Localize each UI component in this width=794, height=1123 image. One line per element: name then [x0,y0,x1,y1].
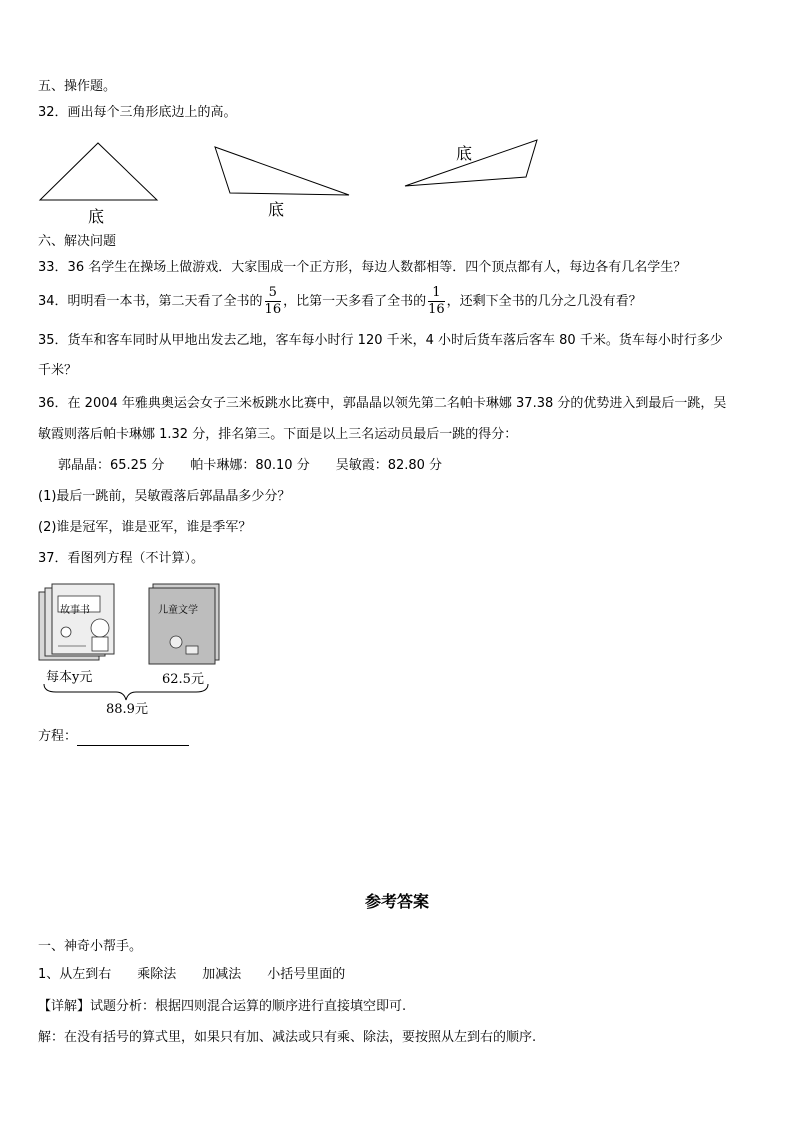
question-35-line-1: 35．货车和客车同时从甲地出发去乙地，客车每小时行 120 千米，4 小时后货车落后客车 80 千米。货车每小时行多少 [38,333,723,348]
base-label-2: 底 [268,200,285,219]
total-price-label: 88.9元 [106,702,148,717]
fraction-5-16 [265,285,282,318]
childrens-literature-title: 儿童文学 [158,605,198,616]
story-book-title: 故事书 [60,605,90,616]
triangles-figure [0,130,794,230]
q34-part2: ，比第一天多看了全书的 [283,294,427,309]
question-37: 37．看图列方程（不计算）。 [38,551,205,566]
answers-title: 参考答案 [364,892,429,911]
answer-1: 1、从左到右 乘除法 加减法 小括号里面的 [38,967,346,982]
answers-section-1: 一、神奇小帮手。 [38,939,143,954]
base-label-3: 底 [456,144,473,163]
question-36-line-2: 敏霞则落后帕卡琳娜 1.32 分，排名第三。下面是以上三名运动员最后一跳的得分： [38,427,518,442]
child-face-icon [91,619,109,637]
question-36-line-1: 36．在 2004 年雅典奥运会女子三米板跳水比赛中，郭晶晶以领先第二名帕卡琳娜 37.38 分的优势进入到最后一跳，吴 [38,396,727,411]
question-34 [38,285,642,318]
question-36-sub-1: (1)最后一跳前，吴敏霞落后郭晶晶多少分？ [38,489,291,504]
triangle-2 [215,147,349,195]
question-32: 32．画出每个三角形底边上的高。 [38,105,237,120]
question-33: 33．36 名学生在操场上做游戏．大家围成一个正方形，每边人数都相等．四个顶点都有人，每边各有几名学生？ [38,260,687,275]
fraction-denominator: 16 [264,302,282,317]
equation-line [38,728,189,746]
price-book2-label: 62.5元 [162,672,204,687]
answer-solution: 解：在没有括号的算式里，如果只有加、减法或只有乘、除法，要按照从左到右的顺序. [38,1030,537,1045]
price-each-label: 每本y元 [46,670,93,685]
question-36-sub-2: (2)谁是冠军，谁是亚军，谁是季军？ [38,520,252,535]
fraction-numerator: 5 [265,285,282,302]
q34-part1: 34．明明看一本书，第二天看了全书的 [38,294,263,309]
fraction-numerator: 1 [428,285,445,302]
q34-part3: ，还剩下全书的几分之几没有看？ [446,294,642,309]
triangle-1 [40,143,157,200]
fraction-1-16 [428,285,445,318]
question-35-line-2: 千米？ [38,363,78,378]
question-36-scores: 郭晶晶：65.25 分 帕卡琳娜：80.10 分 吴敏霞：82.80 分 [58,458,443,473]
section-5-heading: 五、操作题。 [38,79,117,94]
base-label-1: 底 [88,207,105,226]
equation-blank[interactable] [77,731,189,746]
section-6-heading: 六、解决问题 [38,234,117,249]
fraction-denominator: 16 [428,302,445,317]
equation-label: 方程： [38,729,78,744]
answer-detail: 【详解】试题分析：根据四则混合运算的顺序进行直接填空即可. [38,999,407,1014]
